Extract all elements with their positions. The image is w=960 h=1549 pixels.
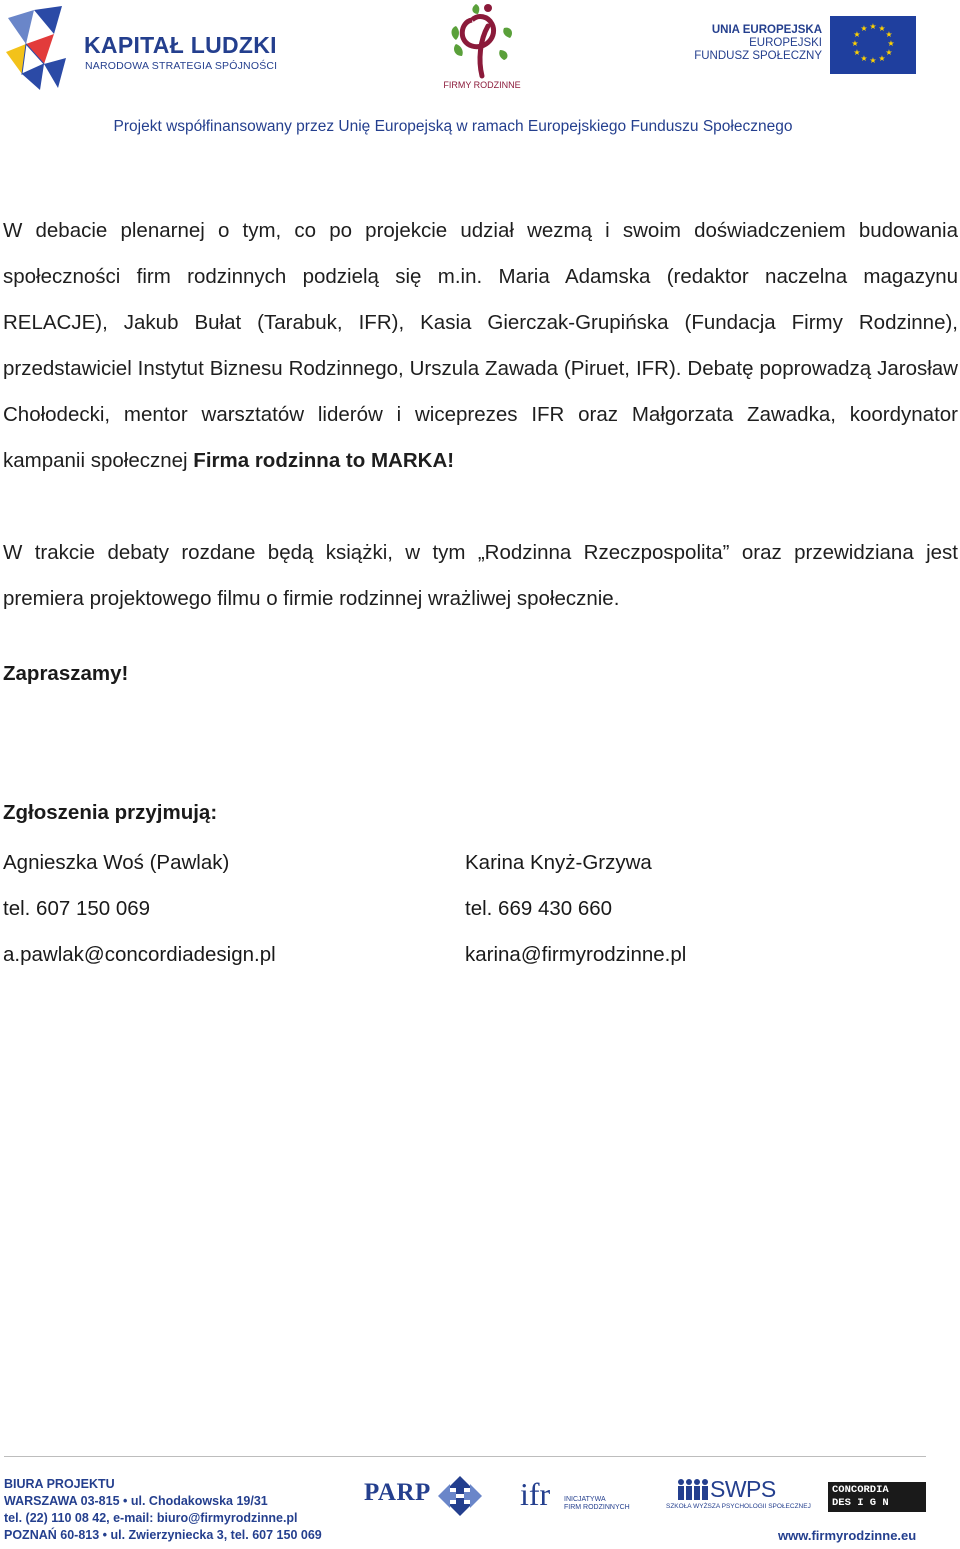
- firmy-rodzinne-name: FIRMY RODZINNE: [443, 80, 521, 90]
- ifr-logo: [520, 1476, 640, 1516]
- eu-text-line2: EUROPEJSKI: [749, 37, 822, 49]
- campaign-name: Firma rodzinna to MARKA!: [193, 449, 455, 472]
- svg-text:★: ★: [853, 48, 861, 57]
- svg-text:★: ★: [851, 39, 859, 48]
- website-link[interactable]: www.firmyrodzinne.eu: [778, 1528, 917, 1543]
- svg-text:★: ★: [878, 24, 886, 33]
- paragraph-debate: [3, 208, 958, 484]
- swps-people-icon: [676, 1478, 710, 1500]
- kapital-ludzki-title: KAPITAŁ LUDZKI: [84, 32, 277, 58]
- ifr-logo-subtitle: [564, 1496, 630, 1512]
- footer-divider: [4, 1456, 926, 1457]
- office-line: WARSZAWA 03-815 • ul. Chodakowska 19/31: [4, 1494, 268, 1508]
- kapital-ludzki-star-icon: [4, 4, 70, 92]
- svg-text:★: ★: [860, 54, 868, 63]
- contact-card: [465, 840, 686, 978]
- svg-text:★: ★: [853, 30, 861, 39]
- contact-name: Karina Knyż-Grzywa: [465, 851, 652, 874]
- svg-text:★: ★: [885, 48, 893, 57]
- paragraph-debate-text: W debacie plenarnej o tym, co po projekcie udział wezmą i swoim doświadczeniem budowania społeczności firm rodzinnych podzielą się m.in. Maria Adamska (redaktor naczelna magazynu RELACJE), Jakub Bułat (Tarabuk, IFR), Kasia Gierczak-Grupińska (Fundacja Firmy Rodzinne), przedstawiciel Instytut Biznesu Rodzinnego, Urszula Zawada (Piruet, IFR). Debatę poprowadzą Jarosław Chołodecki, mentor warsztatów liderów i wiceprezes IFR oraz Małgorzata Zawadka, koordynator kampanii społecznej: [3, 219, 958, 472]
- swps-logo-subtitle: SZKOŁA WYŻSZA PSYCHOLOGII SPOŁECZNEJ: [666, 1503, 811, 1510]
- svg-text:★: ★: [860, 24, 868, 33]
- eu-text-line3: FUNDUSZ SPOŁECZNY: [694, 50, 822, 62]
- eu-text: [690, 24, 822, 63]
- kapital-ludzki-logo: [4, 4, 294, 94]
- svg-text:★: ★: [869, 22, 877, 31]
- parp-arrows-icon: [438, 1476, 482, 1516]
- document-body: [3, 208, 958, 622]
- svg-text:★: ★: [885, 30, 893, 39]
- contact-phone[interactable]: tel. 669 430 660: [465, 897, 613, 920]
- parp-logo: [364, 1476, 484, 1516]
- eu-logo: [690, 16, 920, 76]
- page-header: [0, 0, 960, 150]
- contact-name: Agnieszka Woś (Pawlak): [3, 851, 230, 874]
- cofinance-note: Projekt współfinansowany przez Unię Europejską w ramach Europejskiego Funduszu Społecznego: [113, 118, 793, 135]
- swps-logo-text: SWPS: [710, 1476, 776, 1502]
- parp-logo-text: PARP: [364, 1479, 431, 1506]
- kapital-ludzki-subtitle: NARODOWA STRATEGIA SPÓJNOŚCI: [85, 60, 278, 72]
- contacts-heading: Zgłoszenia przyjmują:: [3, 801, 218, 824]
- contact-phone[interactable]: tel. 607 150 069: [3, 897, 151, 920]
- concordia-design-logo: [828, 1482, 926, 1512]
- paragraph-books: W trakcie debaty rozdane będą książki, w tym „Rodzinna Rzeczpospolita” oraz przewidziana jest premiera projektowego filmu o firmie rodzinnej wrażliwej społecznie.: [3, 541, 958, 610]
- concordia-line: DES I G N: [832, 1497, 889, 1509]
- firmy-rodzinne-tree-icon: [442, 0, 522, 80]
- swps-logo: [662, 1476, 811, 1516]
- office-line: BIURA PROJEKTU: [4, 1477, 115, 1491]
- svg-text:★: ★: [887, 39, 895, 48]
- office-line: tel. (22) 110 08 42, e-mail: biuro@firmyrodzinne.pl: [4, 1511, 298, 1525]
- contact-email[interactable]: karina@firmyrodzinne.pl: [465, 943, 687, 966]
- eu-text-line1: UNIA EUROPEJSKA: [711, 24, 822, 36]
- svg-text:★: ★: [869, 56, 877, 65]
- firmy-rodzinne-logo: [432, 0, 532, 96]
- invitation: Zapraszamy!: [3, 662, 129, 685]
- ifr-sub-line: FIRM RODZINNYCH: [564, 1504, 630, 1511]
- office-line: POZNAŃ 60-813 • ul. Zwierzyniecka 3, tel. 607 150 069: [4, 1528, 322, 1542]
- svg-text:★: ★: [878, 54, 886, 63]
- contact-email[interactable]: a.pawlak@concordiadesign.pl: [3, 943, 276, 966]
- ifr-sub-line: INICJATYWA: [564, 1496, 606, 1503]
- ifr-logo-text: ifr: [520, 1476, 551, 1512]
- project-office-info: [4, 1476, 344, 1544]
- eu-flag-icon: [830, 16, 916, 74]
- concordia-line: CONCORDIA: [832, 1484, 889, 1496]
- contact-card: [3, 840, 276, 978]
